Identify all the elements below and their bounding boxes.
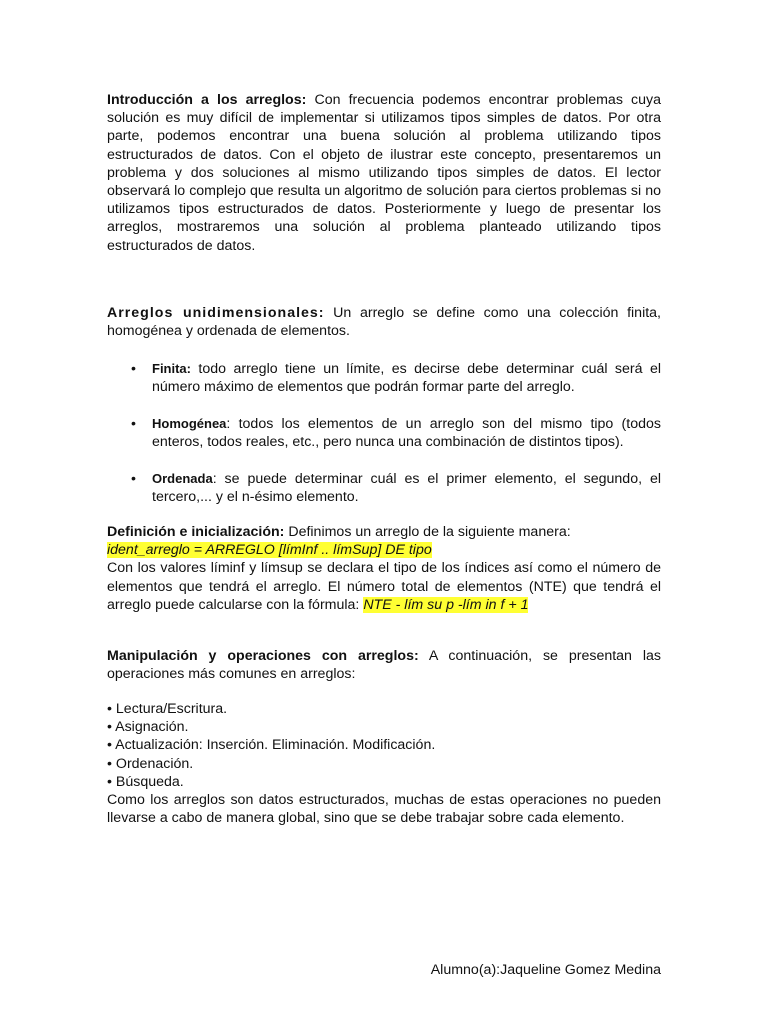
bullet-icon: • [131,415,136,432]
term-finita: Finita: [152,361,191,376]
definition-line [107,523,661,541]
intro-paragraph [107,91,661,255]
properties-list [107,360,661,525]
unidim-heading: Arreglos unidimensionales: [107,305,325,321]
list-item: • Lectura/Escritura. [107,701,228,717]
manipulation-heading: Manipulación y operaciones con arreglos: [107,648,419,664]
desc-ordenada: : se puede determinar cuál es el primer elemento, el segundo, el tercero,... y el n-ésimo elemento. [152,470,661,506]
list-item-finita [107,360,661,396]
unidim-paragraph [107,304,661,340]
list-item: • Asignación. [107,719,189,736]
definition-text2: Con los valores líminf y límsup se declara el tipo de los índices así como el número de elementos que tendrá el arreglo. El número total de elementos (NTE) que tendrá el arreglo puede calcularse con la fórmula: [107,560,661,613]
definition-explanation [107,559,661,614]
bullet-icon: • [131,361,136,377]
definition-block [107,523,661,614]
desc-homogenea: : todos los elementos de un arreglo son del mismo tipo (todos enteros, todos reales, etc., pero nunca una combinación de distintos tipos). [152,415,661,451]
list-item-homogenea [107,415,661,451]
definition-syntax-line [107,541,661,559]
term-homogenea: Homogénea [152,415,227,431]
manipulation-text: A continuación, se presentan las operaciones más comunes en arreglos: [107,648,661,683]
list-item: • Ordenación. [107,755,194,772]
manipulation-paragraph [107,647,661,683]
definition-heading: Definición e inicialización: [107,524,285,540]
intro-text: Con frecuencia podemos encontrar problemas cuya solución es muy difícil de implementar si utilizamos tipos simples de datos. Por otra parte, podemos encontrar una buena solución al problema utilizando tipos estructurados de datos. Con el objeto de ilustrar este concepto, presentaremos un problema y dos soluciones al mismo utilizando tipos simples de datos. El lector observará lo complejo que resulta un algoritmo de solución para ciertos problemas si no utilizamos tipos estructurados de datos. Posteriormente y luego de presentar los arreglos, mostraremos una solución al problema planteado utilizando tipos estructurados de datos. [107,92,661,254]
list-item-ordenada [107,470,661,506]
manipulation-closing: Como los arreglos son datos estructurados, muchas de estas operaciones no pueden llevarse a cabo de manera global, sino que se debe trabajar sobre cada elemento. [107,792,661,827]
intro-heading: Introducción a los arreglos: [107,92,307,108]
bullet-icon: • [131,470,136,487]
operations-list [107,700,661,791]
definition-syntax: ident_arreglo = ARREGLO [límInf .. límSup] DE tipo [107,542,432,559]
footer-author: Alumno(a):Jaqueline Gomez Medina [430,962,661,978]
list-item: • Búsqueda. [107,773,184,790]
definition-text: Definimos un arreglo de la siguiente manera: [284,524,571,540]
nte-formula: NTE - lím su p -lím in f + 1 [363,596,529,613]
list-item: • Actualización: Inserción. Eliminación. Modificación. [107,737,436,754]
term-ordenada: Ordenada [152,470,213,486]
desc-finita: todo arreglo tiene un límite, es decirse debe determinar cuál será el número máximo de elementos que podrán formar parte del arreglo. [152,361,661,396]
unidim-text: Un arreglo se define como una colección finita, homogénea y ordenada de elementos. [107,305,661,340]
